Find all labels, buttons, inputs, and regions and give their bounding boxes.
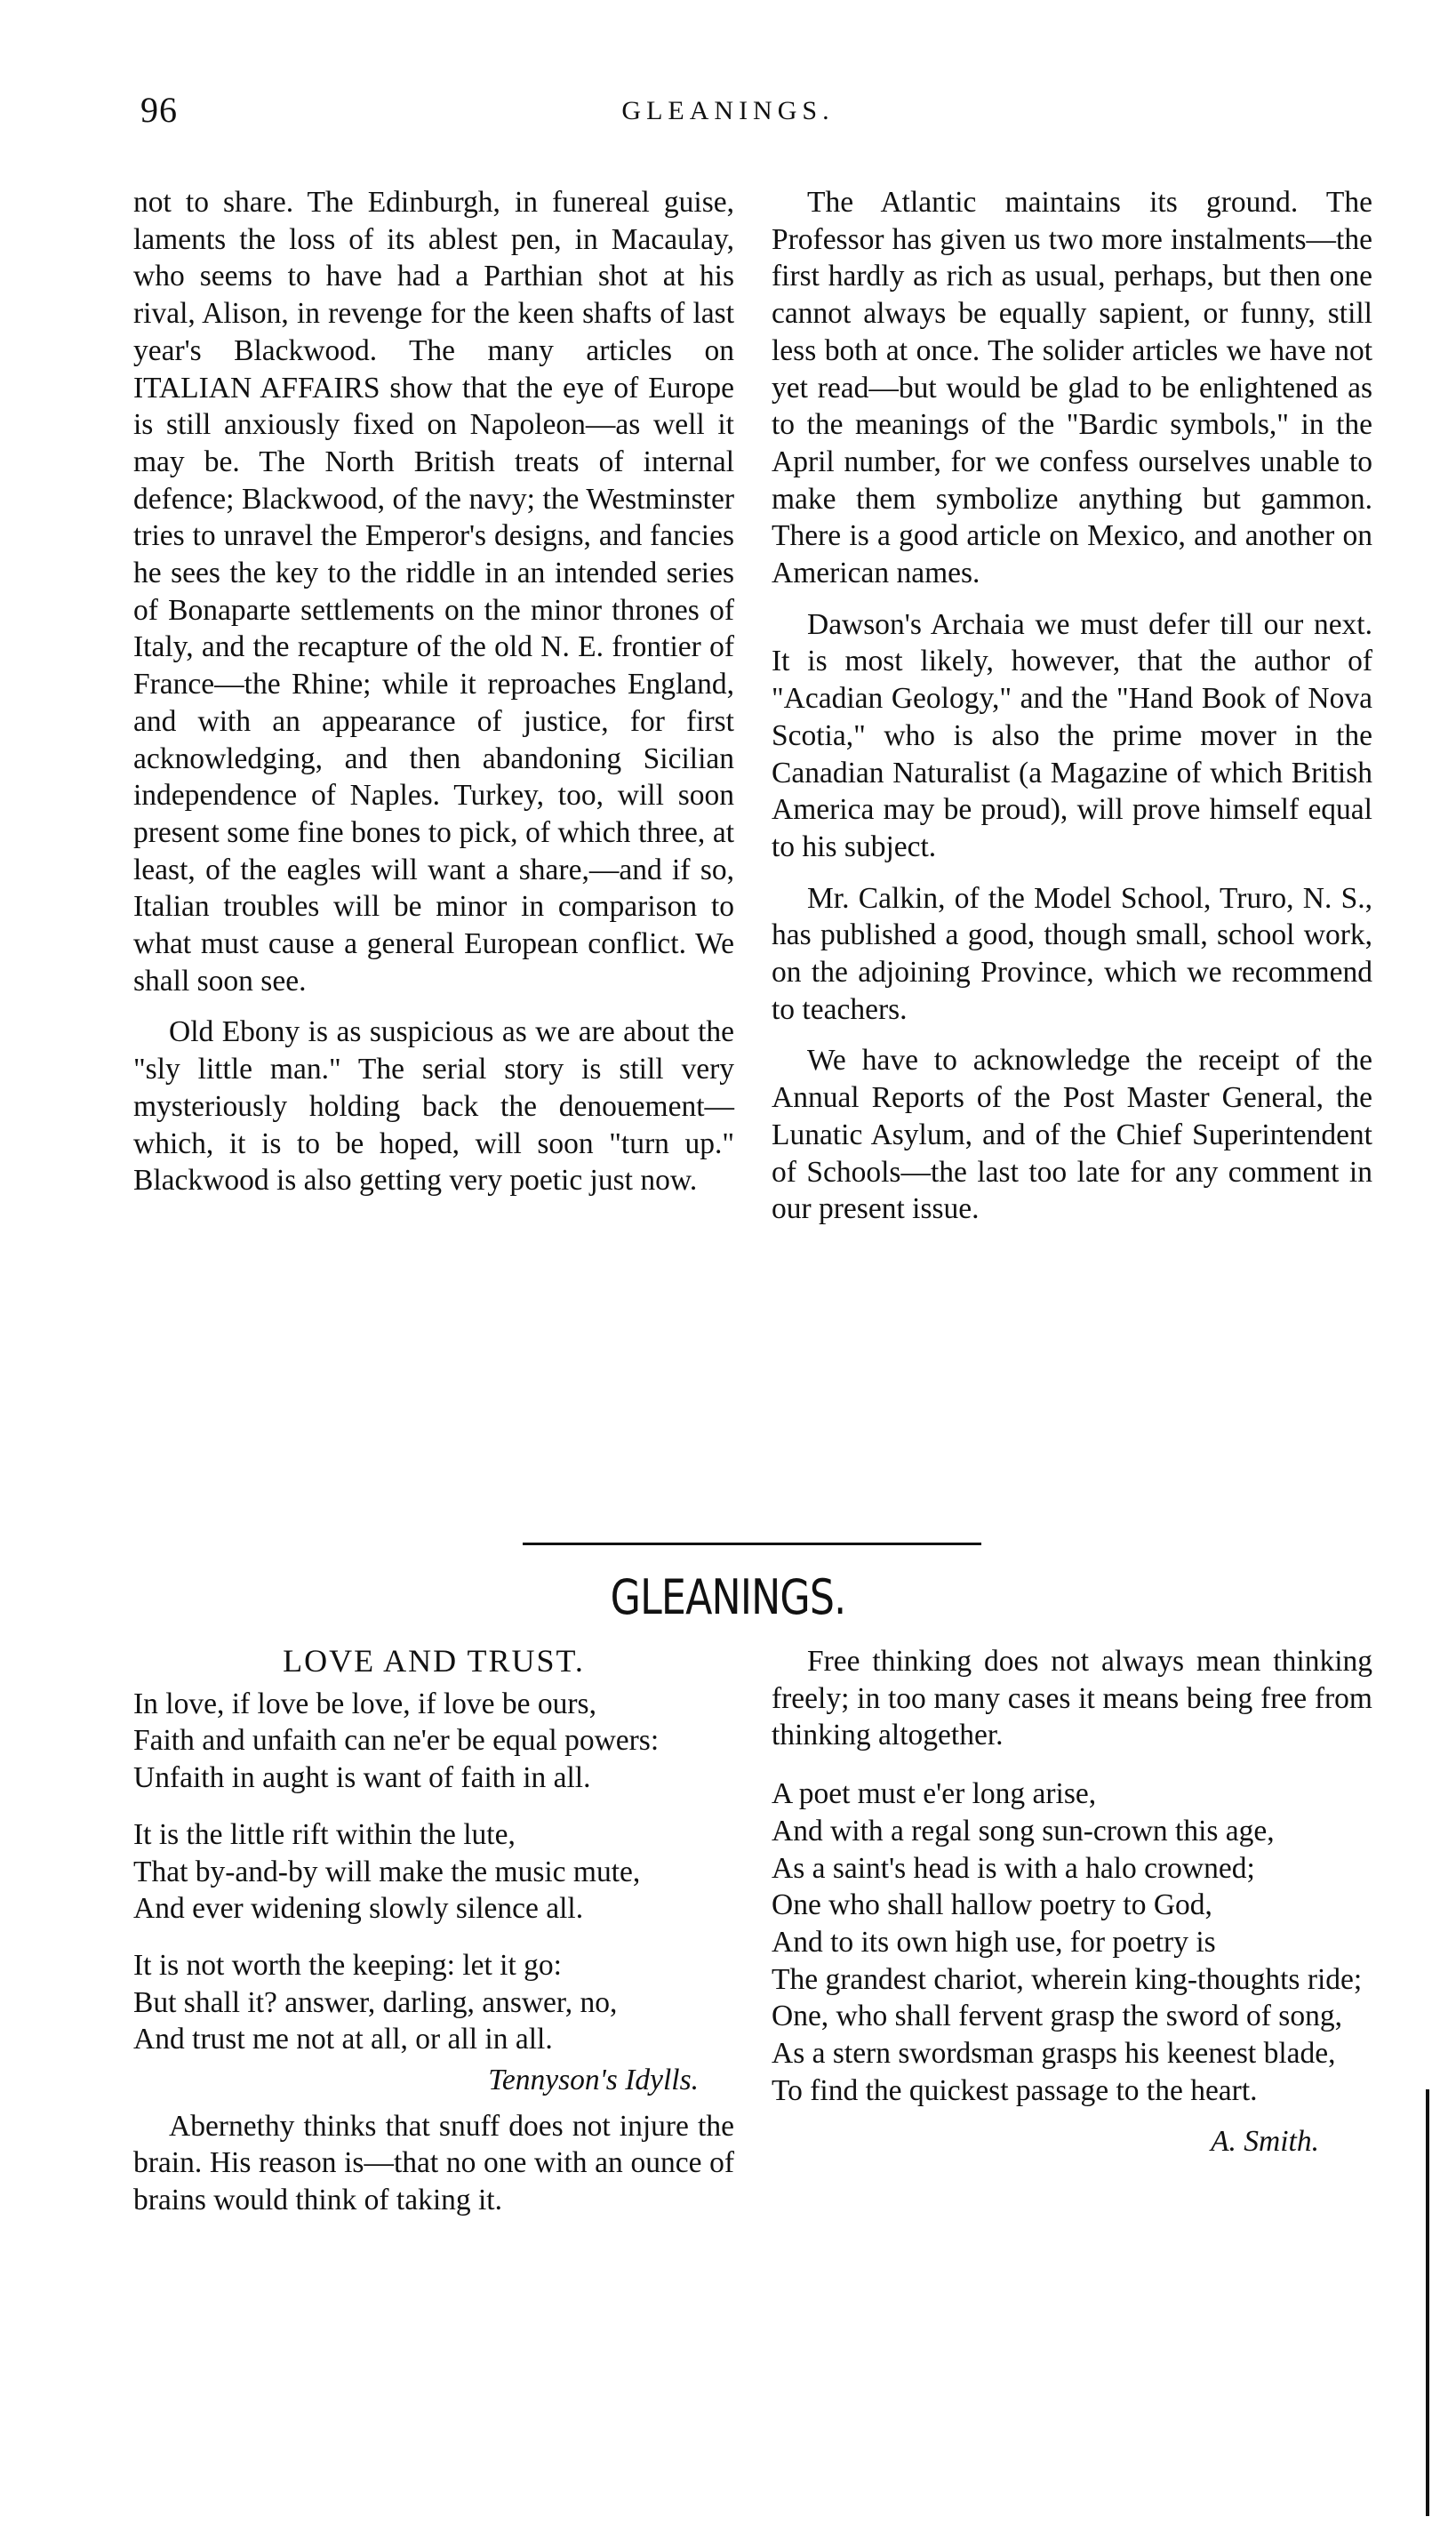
gleanings-column-right — [772, 1643, 1372, 2160]
poem-line: A poet must e'er long arise, — [772, 1777, 1097, 1811]
margin-rule — [1426, 2089, 1429, 2516]
poem-line: And to its own high use, for poetry is — [772, 1925, 1216, 1959]
page-number: 96 — [140, 90, 178, 130]
poem-line: Faith and unfaith can ne'er be equal powers: — [133, 1724, 660, 1758]
review-paragraph: Old Ebony is as suspicious as we are about the "sly little man." The serial story is still very mysteriously holding back the denouement—which, it is to be hoped, will soon "turn up." Blackwood is also getting very poetic just now. — [133, 1015, 734, 1198]
review-paragraph: not to share. The Edinburgh, in funereal guise, laments the loss of its ablest pen, in Macaulay, who seems to have had a Parthian shot at his rival, Alison, in revenge for the keen shafts of last year's Blackwood. The many articles on ITALIAN AFFAIRS show that the eye of Europe is still anxiously fixed on Napoleon—as well it may be. The North British treats of internal defence; Blackwood, of the navy; the Westminster tries to unravel the Emperor's designs, and fancies he sees the key to the riddle in an intended series of Bonaparte settlements on the minor thrones of Italy, and the recapture of the old N. E. frontier of France—the Rhine; while it reproaches England, and with an appearance of justice, for first acknowledging, and then abandoning Sicilian independence of Naples. Turkey, too, will soon present some fine bones to pick, of which three, at least, of the eagles will want a share,—and if so, Italian troubles will be minor in comparison to what must cause a general European conflict. We shall soon see. — [133, 186, 734, 998]
anecdote-paragraph: Abernethy thinks that snuff does not injure the brain. His reason is—that no one with an ounce of brains would think of taking it. — [133, 2109, 734, 2217]
poem-line: As a saint's head is with a halo crowned; — [772, 1851, 1255, 1885]
gleanings-column-left — [133, 1643, 734, 2233]
poem-stanza — [133, 1816, 734, 1928]
review-paragraph: Dawson's Archaia we must defer till our next. It is most likely, however, that the author of "Acadian Geology," and the "Hand Book of Nova Scotia," who is also the prime mover in the Canadian Naturalist (a Magazine of which British America may be proud), will prove himself equal to his subject. — [772, 607, 1372, 863]
review-paragraph: We have to acknowledge the receipt of the Annual Reports of the Post Master General, the Lunatic Asylum, and of the Chief Superintendent of Schools—the last too late for any comment in our present issue. — [772, 1044, 1372, 1226]
reviews-column-left — [133, 184, 734, 1214]
poem-line: To find the quickest passage to the heart. — [772, 2073, 1258, 2107]
poem-line: Unfaith in aught is want of faith in all. — [133, 1761, 591, 1795]
section-divider — [523, 1543, 981, 1545]
poem-line: One, who shall fervent grasp the sword of song, — [772, 2000, 1342, 2033]
review-paragraph: Mr. Calkin, of the Model School, Truro, N. S., has published a good, though small, school work, on the adjoining Province, which we recommend to teachers. — [772, 881, 1372, 1026]
poem-line: But shall it? answer, darling, answer, no, — [133, 1985, 618, 2019]
poem-line: One who shall hallow poetry to God, — [772, 1888, 1212, 1922]
poem-line: That by-and-by will make the music mute, — [133, 1855, 641, 1888]
poem-body — [772, 1775, 1372, 2109]
section-title: GLEANINGS. — [610, 1569, 846, 1625]
poem-line: As a stern swordsman grasps his keenest blade, — [772, 2037, 1336, 2071]
running-head: GLEANINGS. — [621, 96, 835, 125]
poem-line: In love, if love be love, if love be ours, — [133, 1687, 596, 1720]
poem-attribution: A. Smith. — [1211, 2125, 1319, 2159]
poem-line: And ever widening slowly silence all. — [133, 1892, 584, 1926]
poem-line: And trust me not at all, or all in all. — [133, 2023, 553, 2056]
poem-stanza — [133, 1947, 734, 2058]
poem-line: And with a regal song sun-crown this age, — [772, 1814, 1275, 1848]
poem-line: The grandest chariot, wherein king-thoughts ride; — [772, 1962, 1363, 1996]
anecdote-paragraph: Free thinking does not always mean thinking freely; in too many cases it means being free from thinking altogether. — [772, 1645, 1372, 1752]
poem-attribution: Tennyson's Idylls. — [488, 2064, 699, 2097]
poem-title: LOVE AND TRUST. — [283, 1643, 585, 1679]
poem-stanza — [133, 1686, 734, 1797]
reviews-column-right — [772, 184, 1372, 1242]
poem-line: It is the little rift within the lute, — [133, 1817, 516, 1851]
poem-line: It is not worth the keeping: let it go: — [133, 1948, 562, 1982]
review-paragraph: The Atlantic maintains its ground. The Professor has given us two more instalments—the first hardly as rich as usual, perhaps, but then one cannot always be equally sapient, or funny, still less both at once. The solider articles we have not yet read—but would be glad to be enlightened as to the meanings of the "Bardic symbols," in the April number, for we confess ourselves unable to make them symbolize anything but gammon. There is a good article on Mexico, and another on American names. — [772, 186, 1372, 590]
